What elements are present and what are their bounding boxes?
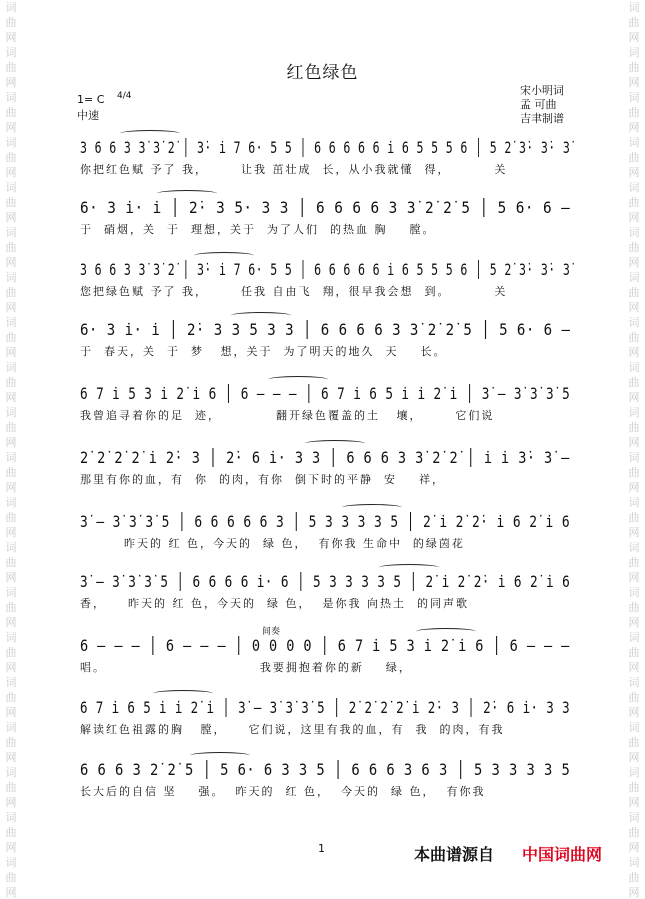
page-number: 1 [318, 842, 325, 855]
watermark-char: 词 [5, 541, 17, 554]
watermark-char: 网 [628, 526, 640, 539]
watermark-char: 词 [5, 136, 17, 149]
interlude-label: 间奏 [262, 627, 281, 637]
watermark-char: 网 [628, 346, 640, 359]
watermark-char: 词 [5, 181, 17, 194]
watermark-char: 曲 [5, 61, 17, 74]
watermark-char: 网 [628, 76, 640, 89]
watermark-char: 网 [5, 211, 17, 224]
watermark-char: 网 [5, 256, 17, 269]
notation-text: 3̇ — 3̇ 3̇ 3̇ 5 │ 6 6 6 6 i̇· 6 │ 5 3 3 3 3 5 │ 2̇ i̇ 2̇ 2̇· i̇ 6 2̇ i̇ 6 [80, 571, 571, 591]
watermark-char: 词 [628, 451, 640, 464]
watermark-char: 词 [628, 271, 640, 284]
watermark-char: 曲 [5, 421, 17, 434]
watermark-char: 网 [5, 436, 17, 449]
tie-slur [153, 690, 213, 697]
watermark-char: 网 [5, 391, 17, 404]
watermark-char: 网 [628, 841, 640, 854]
watermark-char: 网 [5, 886, 17, 899]
score-row [80, 382, 570, 423]
watermark-char: 曲 [628, 376, 640, 389]
lyrics-line: 于 硝烟，关 于 理想，关于 为了人们 的热血 胸 膛。 [80, 223, 436, 236]
notation-line [80, 382, 570, 405]
watermark-char: 网 [5, 31, 17, 44]
watermark-char: 词 [5, 811, 17, 824]
watermark-char: 曲 [628, 511, 640, 524]
notation-text: 6 7 i̇ 6 5 i̇ i̇ 2̇ i̇ │ 3̇ — 3̇ 3̇ 3̇ 5 │ 2̇ 2̇ 2̇ 2̇ i̇ 2̇· 3 │ 2̇· 6 i̇· 3 3 [80, 697, 571, 717]
watermark-char: 网 [5, 706, 17, 719]
score-row [80, 196, 570, 237]
watermark-char: 曲 [5, 331, 17, 344]
watermark-char: 网 [628, 616, 640, 629]
watermark-char: 词 [5, 721, 17, 734]
watermark-char: 曲 [628, 241, 640, 254]
score-row [80, 570, 570, 611]
watermark-char: 词 [5, 856, 17, 869]
watermark-char: 词 [628, 361, 640, 374]
tie-slur [157, 190, 217, 197]
watermark-char: 网 [628, 706, 640, 719]
tie-slur [268, 376, 328, 383]
watermark-char: 曲 [628, 736, 640, 749]
watermark-char: 曲 [628, 151, 640, 164]
watermark-char: 网 [5, 571, 17, 584]
notation-line [80, 758, 570, 781]
watermark-char: 曲 [628, 196, 640, 209]
notation-line [80, 136, 570, 159]
watermark-char: 曲 [5, 16, 17, 29]
watermark-char: 曲 [628, 16, 640, 29]
watermark-char: 曲 [628, 601, 640, 614]
watermark-char: 网 [5, 751, 17, 764]
watermark-char: 网 [5, 796, 17, 809]
watermark-char: 曲 [5, 871, 17, 884]
watermark-char: 词 [628, 406, 640, 419]
watermark-char: 词 [628, 766, 640, 779]
score-row [80, 258, 570, 299]
watermark-char: 词 [5, 631, 17, 644]
watermark-char: 网 [5, 301, 17, 314]
watermark-char: 网 [628, 211, 640, 224]
notation-line [80, 196, 570, 219]
watermark-char: 网 [628, 256, 640, 269]
watermark-char: 曲 [628, 646, 640, 659]
notation-line [80, 634, 570, 657]
watermark-char: 网 [628, 886, 640, 899]
watermark-char: 词 [5, 406, 17, 419]
notation-text: 3̇ — 3̇ 3̇ 3̇ 5 │ 6 6 6 6 6 3 │ 5 3 3 3 3 5 │ 2̇ i̇ 2̇ 2̇· i̇ 6 2̇ i̇ 6 [80, 511, 571, 531]
watermark-char: 曲 [5, 826, 17, 839]
watermark-char: 曲 [5, 601, 17, 614]
tie-slur [120, 130, 180, 137]
notation-text: 3 6 6 3 3̇ 3̇ 2̇ │ 3̇· i̇ 7 6· 5 5 │ 6 6 6 6 6 i̇ 6 5 5 5 6 │ 5 2̇ 3̇· 3̇· 3̇ [80, 137, 571, 157]
watermark-char: 词 [5, 226, 17, 239]
watermark-char: 网 [628, 301, 640, 314]
watermark-char: 曲 [628, 781, 640, 794]
notation-line [80, 258, 570, 281]
watermark-char: 词 [628, 721, 640, 734]
watermark-char: 词 [628, 1, 640, 14]
lyrics-line: 于 春天，关 于 梦 想，关于 为了明天的地久 天 长。 [80, 345, 447, 358]
watermark-char: 词 [5, 766, 17, 779]
notation-line [80, 696, 570, 719]
composer-credit: 孟 可曲 [520, 98, 557, 111]
score-row [80, 758, 570, 799]
lyrics-line: 您把绿色赋 予了 我， 任我 自由飞 翔，很早我会想 到。 关 [80, 285, 508, 298]
lyrics-line: 唱。 我要拥抱着你的新 绿， [80, 661, 412, 674]
notation-text: 6 6 6 3 2̇ 2̇ 5 │ 5 6· 6 3 3 5 │ 6 6 6 3 6 3 │ 5 3 3 3 3 5 [80, 759, 571, 779]
notation-text: 6· 3 i̇· i̇ │ 2̇· 3 5· 3 3 │ 6 6 6 6 3 3̇ 2̇ 2̇ 5 │ 5 6· 6 — [80, 197, 571, 217]
watermark-char: 网 [628, 796, 640, 809]
lyrics-line: 那里有你的血，有 你 的肉，有你 倒下时的平静 安 祥， [80, 473, 445, 486]
watermark-char: 曲 [5, 646, 17, 659]
watermark-char: 曲 [628, 286, 640, 299]
watermark-char: 曲 [5, 106, 17, 119]
watermark-char: 词 [628, 316, 640, 329]
watermark-char: 词 [5, 451, 17, 464]
notation-line [80, 318, 570, 341]
lyrics-line: 我曾追寻着你的足 迹， 翻开绿色覆盖的土 壤， 它们说 [80, 409, 495, 422]
lyrics-line: 香， 昨天的 红 色，今天的 绿 色， 是你我 向热土 的同声歌 [80, 597, 469, 610]
watermark-char: 词 [5, 586, 17, 599]
watermark-char: 曲 [5, 151, 17, 164]
notation-text: 6· 3 i̇· i̇ │ 2̇· 3 3 5 3 3 │ 6 6 6 6 3 3̇ 2̇ 2̇ 5 │ 5 6· 6 — [80, 319, 571, 339]
watermark-char: 网 [628, 31, 640, 44]
score-row [80, 136, 570, 177]
watermark-char: 曲 [5, 241, 17, 254]
watermark-char: 网 [5, 526, 17, 539]
time-signature: 4/4 [117, 91, 132, 101]
watermark-char: 曲 [628, 421, 640, 434]
watermark-char: 网 [628, 391, 640, 404]
source-label: 本曲谱源自 [414, 845, 495, 864]
watermark-char: 词 [628, 226, 640, 239]
watermark-char: 网 [5, 661, 17, 674]
watermark-char: 曲 [628, 826, 640, 839]
watermark-char: 曲 [5, 511, 17, 524]
tie-slur [416, 628, 476, 635]
watermark-char: 曲 [5, 691, 17, 704]
arranger-credit: 吉聿制谱 [520, 112, 564, 125]
watermark-char: 词 [628, 856, 640, 869]
tie-slur [379, 564, 439, 571]
watermark-char: 曲 [5, 556, 17, 569]
watermark-char: 曲 [5, 736, 17, 749]
watermark-char: 网 [5, 481, 17, 494]
lyrics-line: 解读红色祖露的胸 膛， 它们说，这里有我的血，有 我 的肉，有我 [80, 723, 505, 736]
watermark-char: 网 [5, 841, 17, 854]
watermark-char: 曲 [5, 781, 17, 794]
song-title: 红色绿色 [286, 63, 359, 83]
lyrics-line: 你把红色赋 予了 我， 让我 茁壮成 长，从小我就懂 得， 关 [80, 163, 508, 176]
watermark-char: 网 [5, 346, 17, 359]
song-meta [77, 91, 132, 124]
watermark-char: 曲 [628, 691, 640, 704]
lyrics-line: 长大后的自信 坚 强。 昨天的 红 色， 今天的 绿 色， 有你我 [80, 785, 486, 798]
credits [520, 84, 564, 126]
watermark-char: 网 [5, 166, 17, 179]
watermark-char: 词 [628, 631, 640, 644]
notation-text: 3 6 6 3 3̇ 3̇ 2̇ │ 3̇· i̇ 7 6· 5 5 │ 6 6 6 6 6 i̇ 6 5 5 5 6 │ 5 2̇ 3̇· 3̇· 3̇ [80, 259, 571, 279]
watermark-char: 词 [5, 316, 17, 329]
notation-line [80, 510, 570, 533]
watermark-char: 词 [5, 496, 17, 509]
watermark-char: 词 [628, 136, 640, 149]
watermark-char: 词 [628, 91, 640, 104]
watermark-char: 词 [5, 1, 17, 14]
watermark-char: 曲 [5, 286, 17, 299]
lyricist-credit: 宋小明词 [520, 84, 564, 97]
watermark-char: 词 [628, 676, 640, 689]
tie-slur [342, 504, 402, 511]
watermark-char: 网 [5, 121, 17, 134]
watermark-right [626, 0, 642, 899]
score-row [80, 696, 570, 737]
tie-slur [305, 440, 365, 447]
tie-slur [194, 252, 254, 259]
watermark-char: 曲 [628, 871, 640, 884]
source-site-link[interactable]: 中国词曲网 [522, 845, 603, 864]
watermark-char: 词 [628, 496, 640, 509]
watermark-left [3, 0, 19, 899]
score-row [80, 446, 570, 487]
notation-text: 6 7 i̇ 5 3 i̇ 2̇ i̇ 6 │ 6 — — — │ 6 7 i̇ 6 5 i̇ i̇ 2̇ i̇ │ 3̇ — 3̇ 3̇ 3̇ 5 [80, 383, 571, 403]
watermark-char: 曲 [628, 61, 640, 74]
watermark-char: 曲 [628, 556, 640, 569]
watermark-char: 网 [628, 121, 640, 134]
watermark-char: 网 [5, 616, 17, 629]
watermark-char: 词 [5, 271, 17, 284]
watermark-char: 词 [5, 46, 17, 59]
score-row [80, 634, 570, 675]
watermark-char: 曲 [628, 106, 640, 119]
tie-slur [231, 312, 291, 319]
notation-line [80, 570, 570, 593]
watermark-char: 网 [628, 571, 640, 584]
watermark-char: 网 [5, 76, 17, 89]
watermark-char: 网 [628, 166, 640, 179]
notation-line [80, 446, 570, 469]
watermark-char: 曲 [628, 466, 640, 479]
notation-text: 2̇ 2̇ 2̇ 2̇ i̇ 2̇· 3 │ 2̇· 6 i̇· 3 3 │ 6 6 6 3 3̇ 2̇ 2̇ │ i̇ i̇ 3̇· 3̇ — [80, 447, 570, 467]
watermark-char: 曲 [5, 196, 17, 209]
watermark-char: 词 [5, 361, 17, 374]
tempo-marking: 中速 [77, 109, 99, 122]
lyrics-line: 昨天的 红 色，今天的 绿 色， 有你我 生命中 的绿茵花 [80, 537, 465, 550]
score-row [80, 510, 570, 551]
watermark-char: 网 [628, 661, 640, 674]
watermark-char: 网 [628, 481, 640, 494]
watermark-char: 网 [628, 751, 640, 764]
watermark-char: 曲 [5, 466, 17, 479]
watermark-char: 曲 [5, 376, 17, 389]
tie-slur [190, 752, 250, 759]
notation-text: 6 — — — │ 6 — — — │ 0 0 0 0 │ 6 7 i̇ 5 3 i̇ 2̇ i̇ 6 │ 6 — — — [80, 635, 570, 655]
watermark-char: 词 [5, 91, 17, 104]
watermark-char: 曲 [628, 331, 640, 344]
score-row [80, 318, 570, 359]
watermark-char: 词 [628, 811, 640, 824]
watermark-char: 词 [628, 181, 640, 194]
watermark-char: 词 [628, 46, 640, 59]
watermark-char: 词 [5, 676, 17, 689]
watermark-char: 词 [628, 586, 640, 599]
watermark-char: 词 [628, 541, 640, 554]
key-signature: 1= C [77, 93, 105, 106]
watermark-char: 网 [628, 436, 640, 449]
